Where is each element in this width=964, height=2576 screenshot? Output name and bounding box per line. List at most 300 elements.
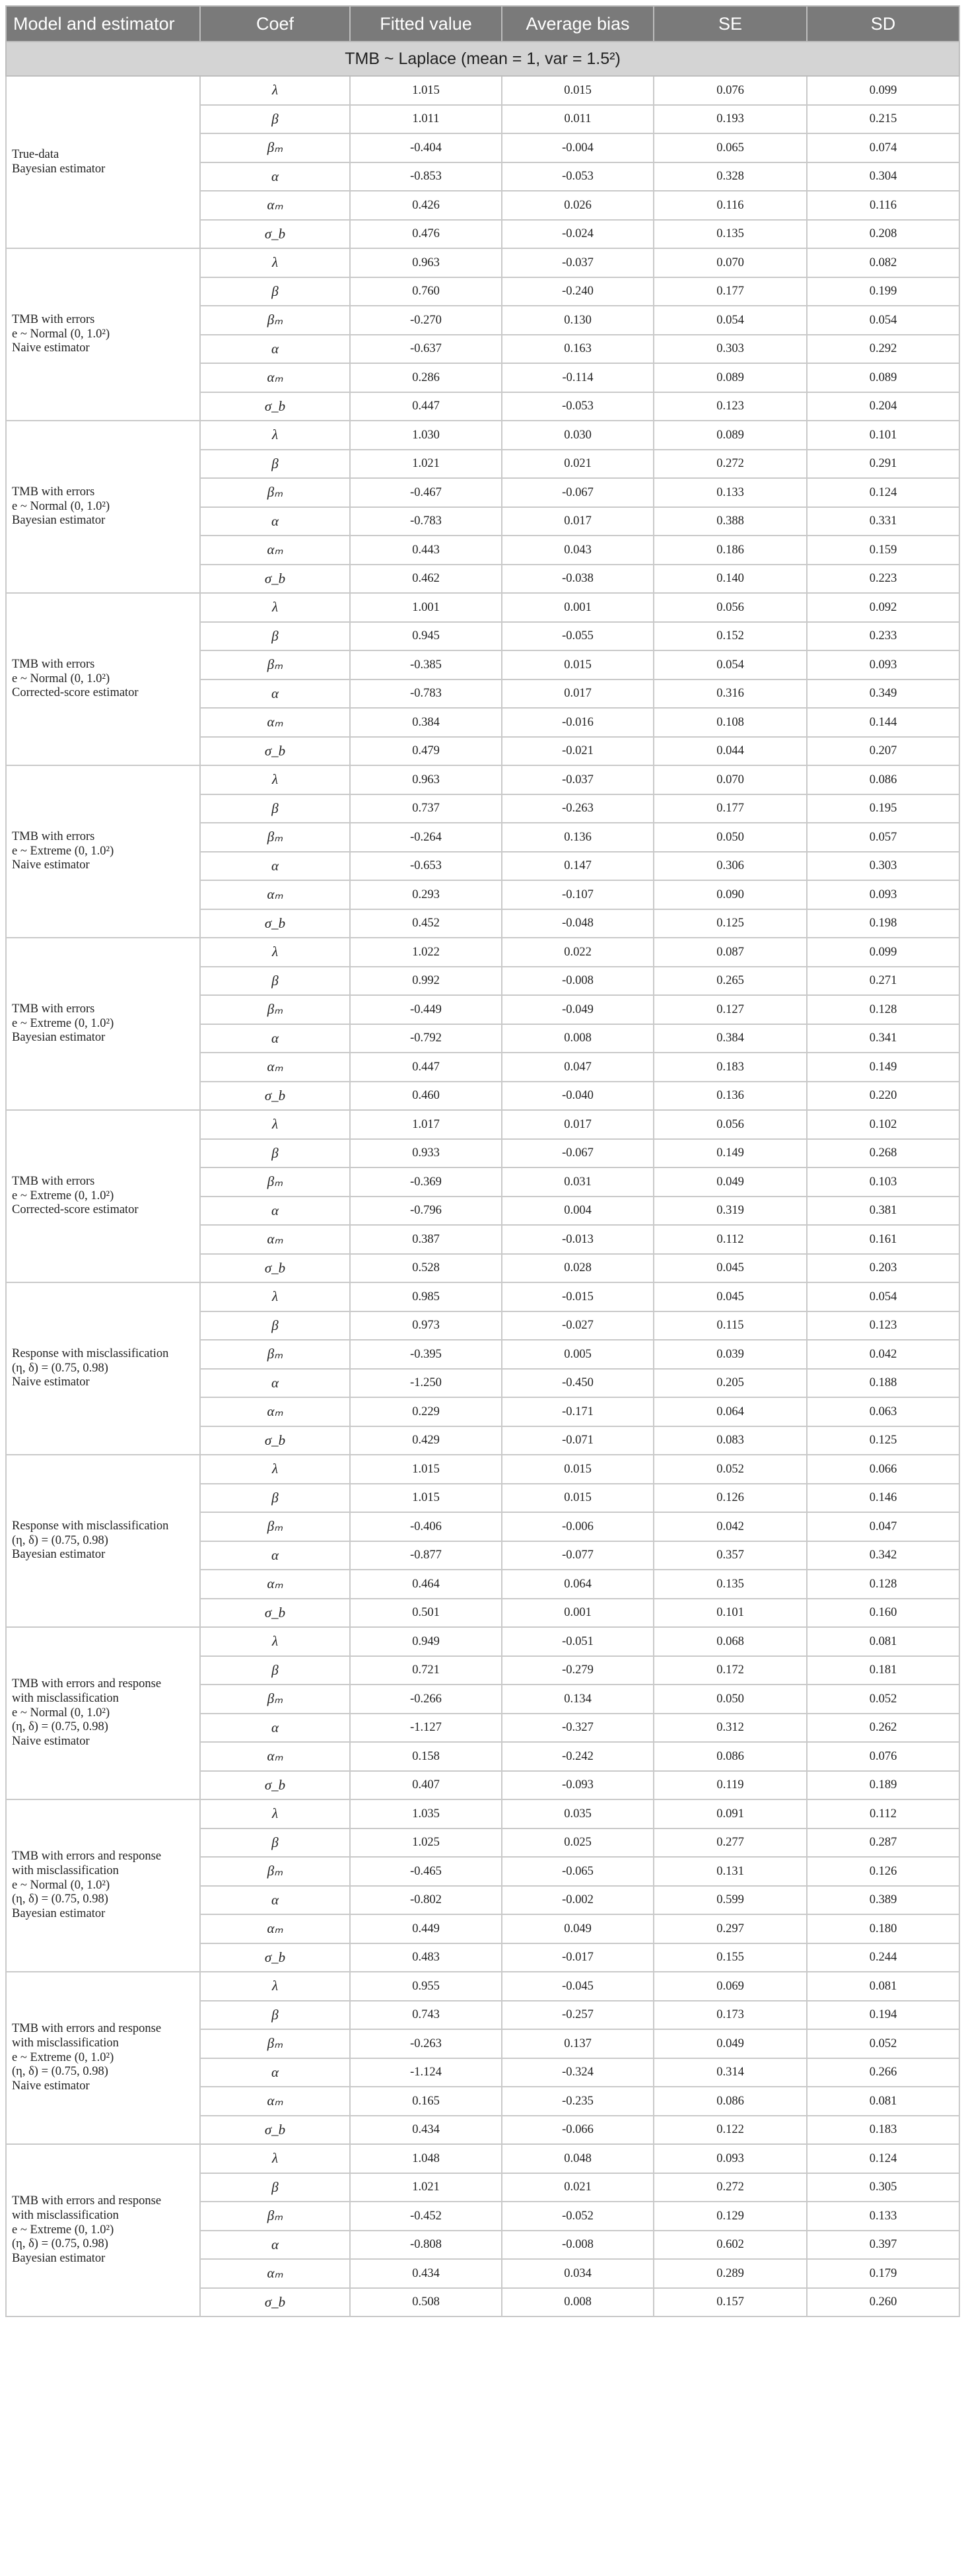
sd-cell: 0.076 <box>807 1742 959 1771</box>
sd-cell: 0.266 <box>807 2058 959 2087</box>
fitted-value-cell: 1.017 <box>350 1110 502 1139</box>
coef-cell: λ <box>200 1110 350 1139</box>
sd-cell: 0.194 <box>807 2001 959 2030</box>
sd-cell: 0.144 <box>807 708 959 737</box>
average-bias-cell: 0.004 <box>502 1197 654 1226</box>
coef-cell: α <box>200 507 350 536</box>
average-bias-cell: 0.021 <box>502 450 654 479</box>
coef-cell: αₘ <box>200 1570 350 1599</box>
sd-cell: 0.161 <box>807 1225 959 1254</box>
coef-cell: β <box>200 277 350 306</box>
coef-cell: σ_b <box>200 909 350 938</box>
se-cell: 0.049 <box>654 1167 807 1197</box>
se-cell: 0.157 <box>654 2288 807 2317</box>
table-row <box>6 1972 959 2001</box>
sd-cell: 0.233 <box>807 622 959 651</box>
fitted-value-cell: -0.467 <box>350 478 502 507</box>
se-cell: 0.065 <box>654 133 807 162</box>
coef-cell: βₘ <box>200 1167 350 1197</box>
model-label-line: e ~ Normal (0, 1.0²) <box>12 672 110 685</box>
average-bias-cell: -0.055 <box>502 622 654 651</box>
se-cell: 0.076 <box>654 76 807 105</box>
fitted-value-cell: -0.653 <box>350 852 502 881</box>
fitted-value-cell: 0.293 <box>350 880 502 909</box>
average-bias-cell: -0.171 <box>502 1397 654 1426</box>
se-cell: 0.064 <box>654 1397 807 1426</box>
average-bias-cell: 0.043 <box>502 536 654 565</box>
se-cell: 0.177 <box>654 794 807 823</box>
se-cell: 0.127 <box>654 995 807 1024</box>
fitted-value-cell: -0.637 <box>350 335 502 364</box>
coef-cell: σ_b <box>200 1771 350 1800</box>
model-label-line: TMB with errors <box>12 1002 95 1016</box>
se-cell: 0.193 <box>654 105 807 134</box>
coef-cell: σ_b <box>200 737 350 766</box>
se-cell: 0.042 <box>654 1512 807 1541</box>
fitted-value-cell: 0.479 <box>350 737 502 766</box>
fitted-value-cell: 0.434 <box>350 2259 502 2288</box>
sd-cell: 0.057 <box>807 823 959 852</box>
se-cell: 0.183 <box>654 1053 807 1082</box>
coef-cell: β <box>200 1311 350 1340</box>
se-cell: 0.357 <box>654 1541 807 1570</box>
sd-cell: 0.099 <box>807 938 959 967</box>
sd-cell: 0.086 <box>807 765 959 794</box>
se-cell: 0.328 <box>654 162 807 191</box>
coef-cell: β <box>200 1656 350 1685</box>
se-cell: 0.319 <box>654 1197 807 1226</box>
se-cell: 0.125 <box>654 909 807 938</box>
se-cell: 0.303 <box>654 335 807 364</box>
average-bias-cell: 0.026 <box>502 191 654 220</box>
average-bias-cell: -0.242 <box>502 1742 654 1771</box>
se-cell: 0.123 <box>654 392 807 421</box>
sd-cell: 0.052 <box>807 1685 959 1714</box>
coef-cell: λ <box>200 593 350 622</box>
se-cell: 0.056 <box>654 593 807 622</box>
se-cell: 0.126 <box>654 1484 807 1513</box>
average-bias-cell: -0.107 <box>502 880 654 909</box>
fitted-value-cell: 0.528 <box>350 1254 502 1283</box>
se-cell: 0.384 <box>654 1024 807 1053</box>
average-bias-cell: 0.048 <box>502 2144 654 2173</box>
model-estimator-cell <box>6 593 200 765</box>
model-label-line: Naive estimator <box>12 341 90 355</box>
average-bias-cell: 0.136 <box>502 823 654 852</box>
fitted-value-cell: -0.263 <box>350 2029 502 2058</box>
sd-cell: 0.207 <box>807 737 959 766</box>
se-cell: 0.205 <box>654 1369 807 1398</box>
fitted-value-cell: 0.464 <box>350 1570 502 1599</box>
section-row <box>6 42 959 76</box>
coef-cell: α <box>200 679 350 709</box>
fitted-value-cell: -0.783 <box>350 679 502 709</box>
fitted-value-cell: 0.449 <box>350 1914 502 1943</box>
se-cell: 0.289 <box>654 2259 807 2288</box>
se-cell: 0.068 <box>654 1627 807 1656</box>
fitted-value-cell: 1.022 <box>350 938 502 967</box>
coef-cell: αₘ <box>200 1225 350 1254</box>
average-bias-cell: -0.053 <box>502 392 654 421</box>
sd-cell: 0.304 <box>807 162 959 191</box>
model-label-line: Naive estimator <box>12 1735 90 1749</box>
sd-cell: 0.133 <box>807 2202 959 2231</box>
se-cell: 0.599 <box>654 1886 807 1915</box>
average-bias-cell: 0.130 <box>502 306 654 335</box>
coef-cell: α <box>200 2058 350 2087</box>
sd-cell: 0.180 <box>807 1914 959 1943</box>
model-label-line: e ~ Normal (0, 1.0²) <box>12 327 110 341</box>
se-cell: 0.186 <box>654 536 807 565</box>
sd-cell: 0.159 <box>807 536 959 565</box>
coef-cell: λ <box>200 1627 350 1656</box>
se-cell: 0.265 <box>654 967 807 996</box>
model-label-line: with misclassification <box>12 2208 119 2222</box>
fitted-value-cell: 0.992 <box>350 967 502 996</box>
average-bias-cell: 0.137 <box>502 2029 654 2058</box>
fitted-value-cell: 0.985 <box>350 1282 502 1311</box>
header-row <box>6 6 959 42</box>
coef-cell: β <box>200 2173 350 2202</box>
coef-cell: α <box>200 2231 350 2260</box>
average-bias-cell: 0.049 <box>502 1914 654 1943</box>
table-row <box>6 1282 959 1311</box>
coef-cell: α <box>200 1541 350 1570</box>
sd-cell: 0.349 <box>807 679 959 709</box>
fitted-value-cell: -0.385 <box>350 650 502 679</box>
model-label-line: Bayesian estimator <box>12 514 106 528</box>
sd-cell: 0.103 <box>807 1167 959 1197</box>
sd-cell: 0.244 <box>807 1943 959 1972</box>
coef-cell: αₘ <box>200 708 350 737</box>
average-bias-cell: -0.038 <box>502 565 654 594</box>
model-estimator-cell <box>6 248 200 421</box>
sd-cell: 0.054 <box>807 306 959 335</box>
model-estimator-cell <box>6 76 200 248</box>
sd-cell: 0.305 <box>807 2173 959 2202</box>
model-estimator-cell <box>6 938 200 1110</box>
sd-cell: 0.287 <box>807 1828 959 1858</box>
fitted-value-cell: 0.955 <box>350 1972 502 2001</box>
sd-cell: 0.195 <box>807 794 959 823</box>
se-cell: 0.135 <box>654 1570 807 1599</box>
se-cell: 0.086 <box>654 1742 807 1771</box>
average-bias-cell: -0.052 <box>502 2202 654 2231</box>
coef-cell: α <box>200 162 350 191</box>
sd-cell: 0.066 <box>807 1455 959 1484</box>
fitted-value-cell: -0.264 <box>350 823 502 852</box>
table-row <box>6 1110 959 1139</box>
model-estimator-cell <box>6 1799 200 1972</box>
se-cell: 0.272 <box>654 450 807 479</box>
se-cell: 0.089 <box>654 363 807 392</box>
model-label-line: Bayesian estimator <box>12 1907 106 1921</box>
model-label-line: TMB with errors <box>12 485 95 499</box>
table-row <box>6 1455 959 1484</box>
fitted-value-cell: 1.001 <box>350 593 502 622</box>
sd-cell: 0.116 <box>807 191 959 220</box>
fitted-value-cell: -0.808 <box>350 2231 502 2260</box>
fitted-value-cell: -0.406 <box>350 1512 502 1541</box>
sd-cell: 0.074 <box>807 133 959 162</box>
average-bias-cell: 0.015 <box>502 650 654 679</box>
model-label-line: TMB with errors and response <box>12 2021 162 2035</box>
header-model: Model and estimator <box>6 6 200 42</box>
average-bias-cell: -0.037 <box>502 765 654 794</box>
table-row <box>6 2144 959 2173</box>
table-row <box>6 248 959 277</box>
model-estimator-cell <box>6 1455 200 1627</box>
sd-cell: 0.198 <box>807 909 959 938</box>
model-label-line: TMB with errors <box>12 657 95 671</box>
fitted-value-cell: -0.270 <box>350 306 502 335</box>
coef-cell: βₘ <box>200 2029 350 2058</box>
coef-cell: αₘ <box>200 2087 350 2116</box>
average-bias-cell: 0.011 <box>502 105 654 134</box>
coef-cell: σ_b <box>200 1082 350 1111</box>
se-cell: 0.070 <box>654 765 807 794</box>
fitted-value-cell: -0.877 <box>350 1541 502 1570</box>
model-label-line: True-data <box>12 147 59 161</box>
se-cell: 0.312 <box>654 1714 807 1743</box>
fitted-value-cell: 1.021 <box>350 2173 502 2202</box>
average-bias-cell: -0.071 <box>502 1426 654 1455</box>
coef-cell: β <box>200 622 350 651</box>
se-cell: 0.108 <box>654 708 807 737</box>
fitted-value-cell: 0.384 <box>350 708 502 737</box>
model-label-line: Corrected-score estimator <box>12 686 139 700</box>
sd-cell: 0.052 <box>807 2029 959 2058</box>
fitted-value-cell: 0.460 <box>350 1082 502 1111</box>
sd-cell: 0.081 <box>807 1972 959 2001</box>
sd-cell: 0.081 <box>807 2087 959 2116</box>
model-label-line: TMB with errors <box>12 829 95 843</box>
coef-cell: αₘ <box>200 536 350 565</box>
fitted-value-cell: 0.737 <box>350 794 502 823</box>
model-label-line: e ~ Normal (0, 1.0²) <box>12 1878 110 1892</box>
sd-cell: 0.397 <box>807 2231 959 2260</box>
coef-cell: βₘ <box>200 1685 350 1714</box>
coef-cell: αₘ <box>200 1742 350 1771</box>
average-bias-cell: -0.093 <box>502 1771 654 1800</box>
average-bias-cell: -0.066 <box>502 2116 654 2145</box>
se-cell: 0.090 <box>654 880 807 909</box>
fitted-value-cell: 0.963 <box>350 248 502 277</box>
coef-cell: βₘ <box>200 995 350 1024</box>
sd-cell: 0.292 <box>807 335 959 364</box>
model-label-line: (η, δ) = (0.75, 0.98) <box>12 2065 108 2079</box>
table-row <box>6 765 959 794</box>
sd-cell: 0.125 <box>807 1426 959 1455</box>
fitted-value-cell: 0.476 <box>350 220 502 249</box>
coef-cell: σ_b <box>200 1426 350 1455</box>
sd-cell: 0.220 <box>807 1082 959 1111</box>
coef-cell: λ <box>200 1799 350 1828</box>
se-cell: 0.277 <box>654 1828 807 1858</box>
coef-cell: βₘ <box>200 650 350 679</box>
coef-cell: αₘ <box>200 1914 350 1943</box>
se-cell: 0.087 <box>654 938 807 967</box>
se-cell: 0.045 <box>654 1254 807 1283</box>
coef-cell: α <box>200 1197 350 1226</box>
model-estimator-cell <box>6 1110 200 1282</box>
sd-cell: 0.268 <box>807 1139 959 1168</box>
average-bias-cell: 0.005 <box>502 1340 654 1369</box>
average-bias-cell: -0.065 <box>502 1857 654 1886</box>
se-cell: 0.272 <box>654 2173 807 2202</box>
sd-cell: 0.199 <box>807 277 959 306</box>
average-bias-cell: 0.017 <box>502 1110 654 1139</box>
se-cell: 0.050 <box>654 1685 807 1714</box>
average-bias-cell: -0.045 <box>502 1972 654 2001</box>
fitted-value-cell: 0.743 <box>350 2001 502 2030</box>
sd-cell: 0.179 <box>807 2259 959 2288</box>
coef-cell: λ <box>200 938 350 967</box>
sd-cell: 0.260 <box>807 2288 959 2317</box>
sd-cell: 0.271 <box>807 967 959 996</box>
sd-cell: 0.042 <box>807 1340 959 1369</box>
average-bias-cell: -0.016 <box>502 708 654 737</box>
model-estimator-cell <box>6 1627 200 1799</box>
sd-cell: 0.093 <box>807 650 959 679</box>
model-label-line: Naive estimator <box>12 2079 90 2093</box>
average-bias-cell: -0.263 <box>502 794 654 823</box>
fitted-value-cell: 0.165 <box>350 2087 502 2116</box>
fitted-value-cell: 0.429 <box>350 1426 502 1455</box>
sd-cell: 0.054 <box>807 1282 959 1311</box>
average-bias-cell: 0.001 <box>502 593 654 622</box>
se-cell: 0.155 <box>654 1943 807 1972</box>
se-cell: 0.050 <box>654 823 807 852</box>
se-cell: 0.173 <box>654 2001 807 2030</box>
fitted-value-cell: 0.462 <box>350 565 502 594</box>
average-bias-cell: -0.027 <box>502 1311 654 1340</box>
se-cell: 0.054 <box>654 650 807 679</box>
se-cell: 0.140 <box>654 565 807 594</box>
model-label-line: e ~ Extreme (0, 1.0²) <box>12 2223 114 2237</box>
se-cell: 0.177 <box>654 277 807 306</box>
model-label-line: TMB with errors and response <box>12 1849 162 1863</box>
coef-cell: αₘ <box>200 191 350 220</box>
coef-cell: αₘ <box>200 1397 350 1426</box>
fitted-value-cell: 0.434 <box>350 2116 502 2145</box>
sd-cell: 0.146 <box>807 1484 959 1513</box>
model-estimator-cell <box>6 765 200 938</box>
sd-cell: 0.149 <box>807 1053 959 1082</box>
se-cell: 0.052 <box>654 1455 807 1484</box>
se-cell: 0.070 <box>654 248 807 277</box>
fitted-value-cell: 0.760 <box>350 277 502 306</box>
sd-cell: 0.160 <box>807 1599 959 1628</box>
coef-cell: σ_b <box>200 1599 350 1628</box>
coef-cell: β <box>200 450 350 479</box>
se-cell: 0.069 <box>654 1972 807 2001</box>
average-bias-cell: -0.021 <box>502 737 654 766</box>
se-cell: 0.039 <box>654 1340 807 1369</box>
se-cell: 0.314 <box>654 2058 807 2087</box>
sd-cell: 0.128 <box>807 1570 959 1599</box>
header-bias: Average bias <box>502 6 654 42</box>
sd-cell: 0.102 <box>807 1110 959 1139</box>
model-label-line: (η, δ) = (0.75, 0.98) <box>12 1361 108 1375</box>
sd-cell: 0.331 <box>807 507 959 536</box>
fitted-value-cell: 0.501 <box>350 1599 502 1628</box>
fitted-value-cell: -0.369 <box>350 1167 502 1197</box>
average-bias-cell: -0.015 <box>502 1282 654 1311</box>
fitted-value-cell: 1.035 <box>350 1799 502 1828</box>
sd-cell: 0.381 <box>807 1197 959 1226</box>
model-label-line: e ~ Extreme (0, 1.0²) <box>12 1016 114 1030</box>
fitted-value-cell: -1.127 <box>350 1714 502 1743</box>
table-row <box>6 938 959 967</box>
coef-cell: βₘ <box>200 823 350 852</box>
coef-cell: αₘ <box>200 363 350 392</box>
fitted-value-cell: 1.025 <box>350 1828 502 1858</box>
fitted-value-cell: -0.452 <box>350 2202 502 2231</box>
coef-cell: β <box>200 794 350 823</box>
model-estimator-cell <box>6 1972 200 2144</box>
model-label-line: TMB with errors and response <box>12 1677 162 1690</box>
se-cell: 0.086 <box>654 2087 807 2116</box>
fitted-value-cell: 0.483 <box>350 1943 502 1972</box>
sd-cell: 0.188 <box>807 1369 959 1398</box>
average-bias-cell: 0.008 <box>502 2288 654 2317</box>
fitted-value-cell: 0.447 <box>350 1053 502 1082</box>
average-bias-cell: 0.025 <box>502 1828 654 1858</box>
coef-cell: λ <box>200 765 350 794</box>
coef-cell: α <box>200 1024 350 1053</box>
se-cell: 0.129 <box>654 2202 807 2231</box>
fitted-value-cell: 0.973 <box>350 1311 502 1340</box>
model-label-line: (η, δ) = (0.75, 0.98) <box>12 2237 108 2251</box>
fitted-value-cell: 1.030 <box>350 421 502 450</box>
header-se: SE <box>654 6 807 42</box>
coef-cell: σ_b <box>200 2288 350 2317</box>
sd-cell: 0.101 <box>807 421 959 450</box>
coef-cell: αₘ <box>200 2259 350 2288</box>
sd-cell: 0.082 <box>807 248 959 277</box>
fitted-value-cell: 0.158 <box>350 1742 502 1771</box>
average-bias-cell: 0.031 <box>502 1167 654 1197</box>
model-label-line: e ~ Normal (0, 1.0²) <box>12 499 110 513</box>
se-cell: 0.056 <box>654 1110 807 1139</box>
average-bias-cell: -0.008 <box>502 967 654 996</box>
se-cell: 0.116 <box>654 191 807 220</box>
se-cell: 0.388 <box>654 507 807 536</box>
model-label-line: e ~ Normal (0, 1.0²) <box>12 1706 110 1720</box>
sd-cell: 0.112 <box>807 1799 959 1828</box>
model-label-line: Corrected-score estimator <box>12 1203 139 1217</box>
coef-cell: σ_b <box>200 2116 350 2145</box>
coef-cell: α <box>200 852 350 881</box>
average-bias-cell: 0.028 <box>502 1254 654 1283</box>
model-label-line: e ~ Extreme (0, 1.0²) <box>12 844 114 858</box>
fitted-value-cell: -0.465 <box>350 1857 502 1886</box>
fitted-value-cell: 0.452 <box>350 909 502 938</box>
coef-cell: βₘ <box>200 1512 350 1541</box>
average-bias-cell: -0.240 <box>502 277 654 306</box>
se-cell: 0.133 <box>654 478 807 507</box>
fitted-value-cell: 0.949 <box>350 1627 502 1656</box>
average-bias-cell: -0.077 <box>502 1541 654 1570</box>
sd-cell: 0.124 <box>807 2144 959 2173</box>
model-estimator-cell <box>6 2144 200 2316</box>
average-bias-cell: -0.327 <box>502 1714 654 1743</box>
se-cell: 0.112 <box>654 1225 807 1254</box>
table-row <box>6 1627 959 1656</box>
average-bias-cell: -0.017 <box>502 1943 654 1972</box>
header-coef: Coef <box>200 6 350 42</box>
